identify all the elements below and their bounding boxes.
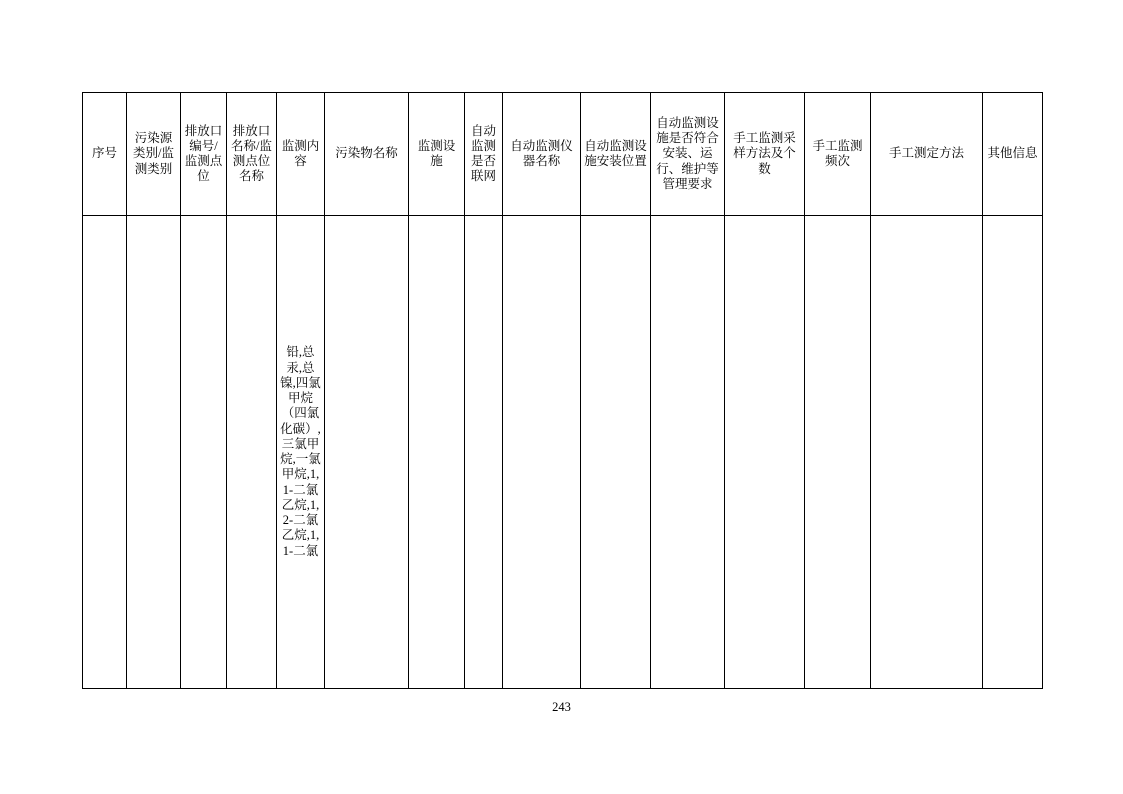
cell-monitor-content: 铅,总汞,总镍,四氯甲烷（四氯化碳）,三氯甲烷,一氯甲烷,1,1-二氯乙烷,1,2-二氯乙烷,1,1-二氯 [277, 216, 325, 689]
table-header-row [83, 93, 1043, 216]
cell-outlet-name [227, 216, 277, 689]
cell-auto-network [465, 216, 503, 689]
cell-other-info [983, 216, 1043, 689]
column-header-auto-instrument-name: 自动监测仪器名称 [503, 93, 581, 216]
cell-manual-frequency [805, 216, 871, 689]
column-header-manual-frequency: 手工监测频次 [805, 93, 871, 216]
column-header-auto-network: 自动监测是否联网 [465, 93, 503, 216]
table-header [83, 93, 1043, 216]
column-header-manual-sampling-method: 手工监测采样方法及个数 [725, 93, 805, 216]
table-body [83, 216, 1043, 689]
monitoring-table-container [82, 92, 1042, 689]
cell-index [83, 216, 127, 689]
column-header-monitor-facility: 监测设施 [409, 93, 465, 216]
cell-auto-instrument-name [503, 216, 581, 689]
cell-manual-sampling-method [725, 216, 805, 689]
cell-auto-compliance [651, 216, 725, 689]
column-header-source-category: 污染源类别/监测类别 [127, 93, 181, 216]
column-header-auto-install-location: 自动监测设施安装位置 [581, 93, 651, 216]
column-header-monitor-content: 监测内容 [277, 93, 325, 216]
column-header-index: 序号 [83, 93, 127, 216]
cell-source-category [127, 216, 181, 689]
monitoring-table [82, 92, 1043, 689]
page-number: 243 [552, 700, 571, 714]
cell-monitor-facility [409, 216, 465, 689]
column-header-outlet-code: 排放口编号/监测点位 [181, 93, 227, 216]
column-header-auto-compliance: 自动监测设施是否符合安装、运行、维护等管理要求 [651, 93, 725, 216]
table-row [83, 216, 1043, 689]
cell-outlet-code [181, 216, 227, 689]
column-header-pollutant-name: 污染物名称 [325, 93, 409, 216]
column-header-manual-measure-method: 手工测定方法 [871, 93, 983, 216]
column-header-outlet-name: 排放口名称/监测点位名称 [227, 93, 277, 216]
column-header-other-info: 其他信息 [983, 93, 1043, 216]
cell-manual-measure-method [871, 216, 983, 689]
cell-pollutant-name [325, 216, 409, 689]
cell-auto-install-location [581, 216, 651, 689]
